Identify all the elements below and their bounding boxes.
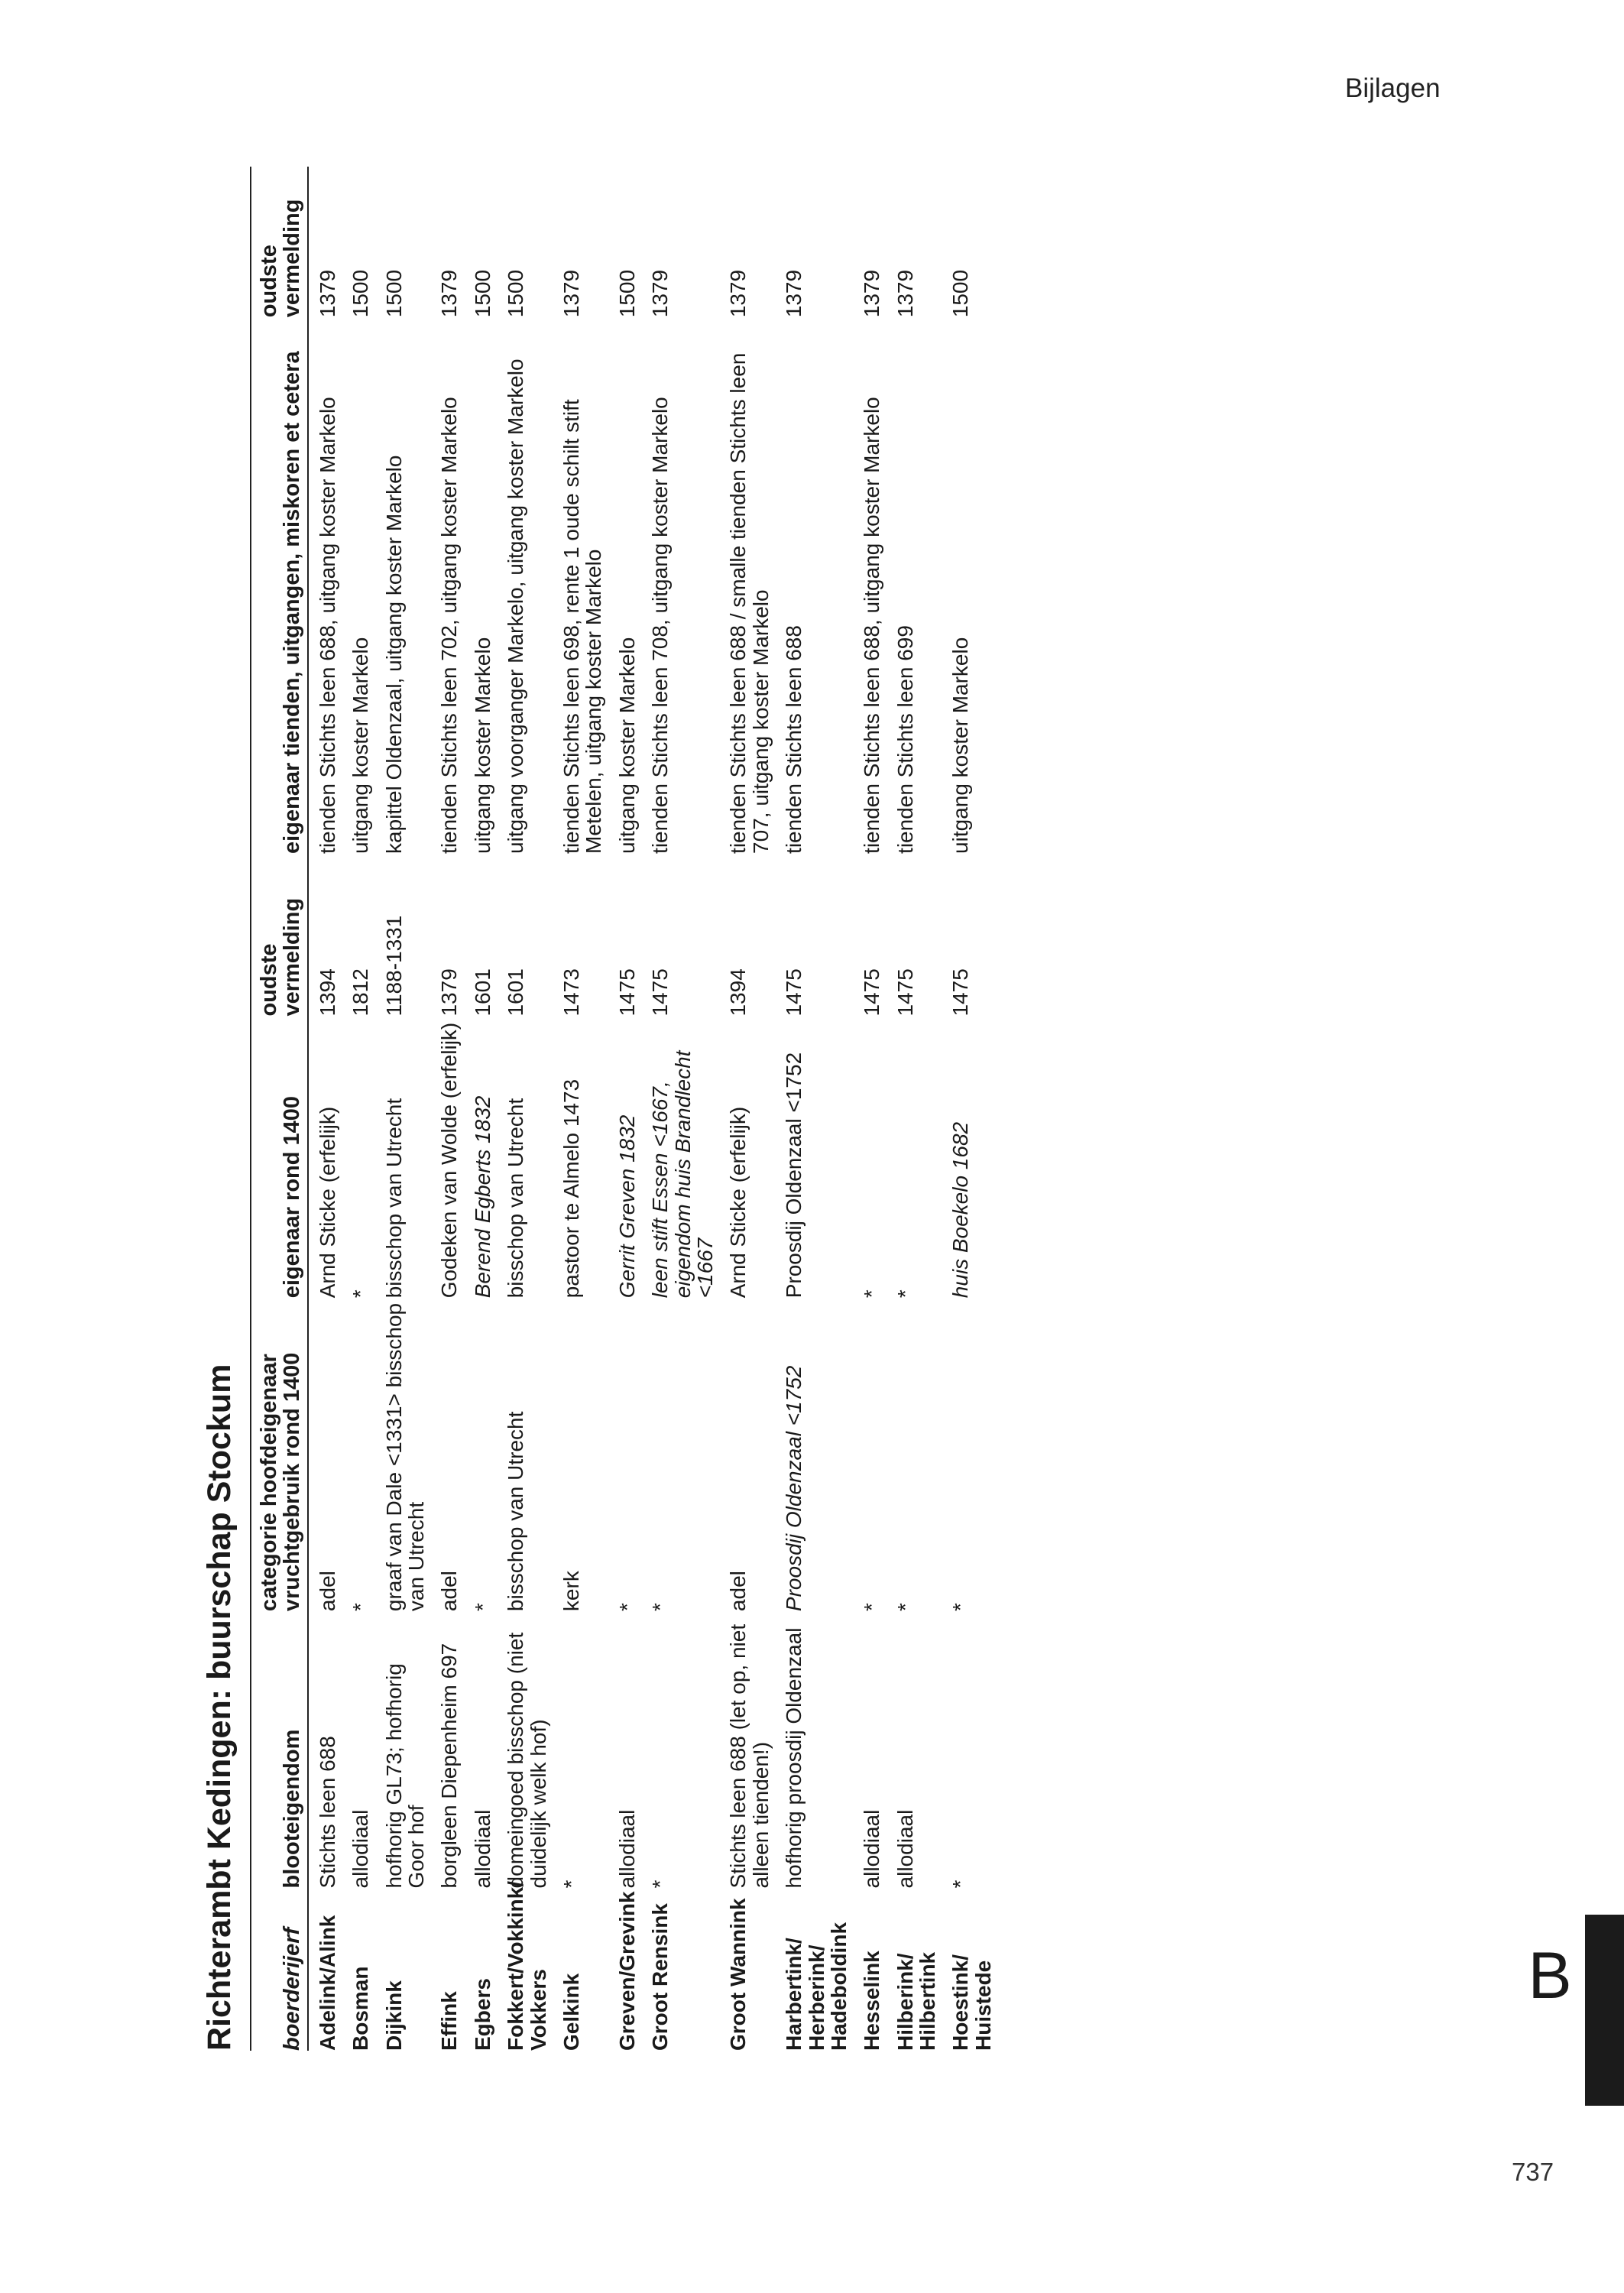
- farm-name-cell: Hesselink: [860, 1951, 884, 2051]
- farm-name-cell: Hilberink/ Hilbertink: [893, 1951, 940, 2051]
- owner-1400-cell: huis Boekelo 1682: [948, 1121, 973, 1299]
- category-cell: *: [614, 1603, 639, 1612]
- bare-ownership-cell: allodiaal: [893, 1809, 917, 1889]
- category-cell: *: [348, 1603, 373, 1612]
- owner-1400-cell: *: [860, 1289, 884, 1299]
- owner-1400-cell: Proosdij Oldenzaal <1752: [782, 1052, 806, 1299]
- category-cell: bisschop van Utrecht: [504, 1411, 528, 1612]
- first-mention-2-cell: 1500: [614, 269, 639, 318]
- bare-ownership-cell: domeingoed bisschop (niet duidelijk welk hof): [504, 1632, 550, 1889]
- table-row: [775, 167, 853, 2051]
- farm-name-cell: Fokkert/Vokkink/ Vokkers: [504, 1880, 550, 2051]
- tithe-owner-cell: tienden Stichts leen 698, rente 1 oude schilt stift Metelen, uitgang koster Markelo: [559, 399, 606, 854]
- first-mention-cell: 1475: [948, 968, 973, 1017]
- category-cell: adel: [726, 1571, 750, 1612]
- owner-1400-cell: *: [348, 1289, 373, 1299]
- header-category: categorie hoofdeigenaar vruchtgebruik rond 1400: [257, 1352, 305, 1612]
- category-cell: *: [948, 1603, 973, 1612]
- first-mention-2-cell: 1379: [726, 269, 750, 318]
- farm-name-cell: Greven/Grevink: [614, 1891, 639, 2051]
- table-row: [853, 167, 886, 2051]
- tithe-owner-cell: uitgang koster Markelo: [948, 637, 973, 854]
- category-cell: adel: [315, 1571, 339, 1612]
- bare-ownership-cell: hofhorig proosdij Oldenzaal: [782, 1627, 806, 1889]
- tithe-owner-cell: tienden Stichts leen 699: [893, 625, 917, 854]
- first-mention-cell: 1475: [614, 968, 639, 1017]
- first-mention-cell: 1601: [504, 968, 528, 1017]
- category-cell: graaf van Dale <1331> bisschop van Utrecht: [381, 1302, 429, 1612]
- first-mention-cell: 1812: [348, 968, 373, 1017]
- table-row: [942, 167, 997, 2051]
- farm-name-cell: Harbertink/ Herberink/ Hadeboldink: [782, 1922, 851, 2051]
- tithe-owner-cell: tienden Stichts leen 688: [782, 625, 806, 854]
- first-mention-2-cell: 1500: [504, 269, 528, 318]
- table-row: [641, 167, 719, 2051]
- first-mention-2-cell: 1500: [348, 269, 373, 318]
- category-cell: *: [860, 1603, 884, 1612]
- tithe-owner-cell: tienden Stichts leen 688, uitgang koster Markelo: [315, 397, 339, 854]
- bare-ownership-cell: Stichts leen 688 (let op, niet alleen tienden!): [726, 1623, 773, 1889]
- table-title: Richterambt Kedingen: buurschap Stockum: [201, 1364, 238, 2051]
- farm-name-cell: Adelink/Alink: [315, 1915, 339, 2051]
- first-mention-2-cell: 1500: [381, 269, 406, 318]
- table-header-row: [253, 167, 308, 2051]
- first-mention-cell: 1475: [893, 968, 917, 1017]
- owner-1400-cell: bisschop van Utrecht: [504, 1098, 528, 1299]
- tithe-owner-cell: kapittel Oldenzaal, uitgang koster Markelo: [381, 455, 406, 854]
- owner-1400-cell: pastoor te Almelo 1473: [559, 1078, 583, 1299]
- first-mention-cell: 1601: [470, 968, 494, 1017]
- farm-name-cell: Dijkink: [381, 1980, 406, 2051]
- tithe-owner-cell: uitgang koster Markelo: [348, 637, 373, 854]
- owner-1400-cell: bisschop van Utrecht: [381, 1098, 406, 1299]
- first-mention-2-cell: 1379: [315, 269, 339, 318]
- section-label: Bijlagen: [1345, 73, 1441, 103]
- bare-ownership-cell: Stichts leen 688: [315, 1736, 339, 1889]
- bare-ownership-cell: allodiaal: [470, 1809, 494, 1889]
- first-mention-2-cell: 1379: [893, 269, 917, 318]
- farm-name-cell: Egbers: [470, 1978, 494, 2051]
- header-first-mention: oudste vermelding: [257, 897, 305, 1017]
- first-mention-2-cell: 1379: [648, 269, 673, 318]
- first-mention-2-cell: 1379: [860, 269, 884, 318]
- tithe-owner-cell: uitgang koster Markelo: [470, 637, 494, 854]
- category-cell: Proosdij Oldenzaal <1752: [782, 1365, 806, 1612]
- tithe-owner-cell: uitgang koster Markelo: [614, 637, 639, 854]
- farm-name-cell: Bosman: [348, 1966, 373, 2051]
- chapter-tab: [1585, 1915, 1624, 2106]
- table-row: [497, 167, 553, 2051]
- owner-1400-cell: Berend Egberts 1832: [470, 1095, 494, 1299]
- bare-ownership-cell: *: [559, 1879, 583, 1889]
- first-mention-2-cell: 1500: [470, 269, 494, 318]
- first-mention-2-cell: 1379: [559, 269, 583, 318]
- owner-1400-cell: Arnd Sticke (erfelijk): [315, 1106, 339, 1299]
- bare-ownership-cell: allodiaal: [348, 1809, 373, 1889]
- farm-name-cell: Hoestink/ Huistede: [948, 1954, 995, 2051]
- tithe-owner-cell: tienden Stichts leen 688 / smalle tienden Stichts leen 707, uitgang koster Markelo: [726, 352, 773, 854]
- first-mention-cell: 1394: [726, 968, 750, 1017]
- page-number: 737: [1512, 2158, 1554, 2186]
- bare-ownership-cell: borgleen Diepenheim 697: [437, 1643, 462, 1889]
- header-tithe-owner: eigenaar tienden, uitgangen, miskoren et cetera: [280, 351, 305, 854]
- bare-ownership-cell: allodiaal: [614, 1809, 639, 1889]
- farm-name-cell: Groot Rensink: [648, 1903, 673, 2051]
- table-row: [342, 167, 374, 2051]
- table-row: [308, 167, 342, 2051]
- first-mention-cell: 1379: [437, 968, 462, 1017]
- bare-ownership-cell: *: [648, 1879, 673, 1889]
- bare-ownership-cell: allodiaal: [860, 1809, 884, 1889]
- tithe-owner-cell: tienden Stichts leen 708, uitgang koster Markelo: [648, 397, 673, 854]
- first-mention-cell: 1475: [860, 968, 884, 1017]
- title-rule: [250, 167, 251, 2051]
- first-mention-cell: 1188-1331: [381, 915, 406, 1017]
- farm-name-cell: Gelkink: [559, 1973, 583, 2051]
- table-row: [608, 167, 641, 2051]
- owner-1400-cell: leen stift Essen <1667, eigendom huis Brandlecht <1667: [648, 1050, 717, 1299]
- rotated-table-block: [201, 167, 1420, 2051]
- first-mention-cell: 1394: [315, 968, 339, 1017]
- table-row: [375, 167, 431, 2051]
- bare-ownership-cell: hofhorig GL73; hofhorig Goor hof: [381, 1663, 429, 1889]
- category-cell: *: [470, 1603, 494, 1612]
- table-row: [553, 167, 608, 2051]
- table-row: [430, 167, 463, 2051]
- farm-table: [253, 167, 997, 2051]
- header-owner-1400: eigenaar rond 1400: [280, 1095, 305, 1299]
- chapter-letter: B: [1528, 1939, 1572, 2012]
- category-cell: kerk: [559, 1571, 583, 1612]
- owner-1400-cell: Godeken van Wolde (erfelijk): [437, 1022, 462, 1299]
- first-mention-2-cell: 1379: [437, 269, 462, 318]
- tithe-owner-cell: tienden Stichts leen 688, uitgang koster Markelo: [860, 397, 884, 854]
- first-mention-cell: 1475: [648, 968, 673, 1017]
- category-cell: *: [893, 1603, 917, 1612]
- owner-1400-cell: Arnd Sticke (erfelijk): [726, 1106, 750, 1299]
- header-farm: boerderijerf: [280, 1927, 305, 2051]
- first-mention-cell: 1473: [559, 968, 583, 1017]
- farm-name-cell: Effink: [437, 1991, 462, 2051]
- tithe-owner-cell: tienden Stichts leen 702, uitgang koster Markelo: [437, 397, 462, 854]
- header-first-mention-2: oudste vermelding: [257, 199, 305, 318]
- table-row: [719, 167, 775, 2051]
- owner-1400-cell: Gerrit Greven 1832: [614, 1114, 639, 1299]
- header-bare-ownership: blooteigendom: [280, 1729, 305, 1889]
- farm-name-cell: Groot Wannink: [726, 1898, 750, 2051]
- tithe-owner-cell: uitgang voorganger Markelo, uitgang koster Markelo: [504, 358, 528, 854]
- first-mention-cell: 1475: [782, 968, 806, 1017]
- owner-1400-cell: *: [893, 1289, 917, 1299]
- first-mention-2-cell: 1379: [782, 269, 806, 318]
- first-mention-2-cell: 1500: [948, 269, 973, 318]
- table-row: [464, 167, 497, 2051]
- category-cell: adel: [437, 1571, 462, 1612]
- category-cell: *: [648, 1603, 673, 1612]
- table-row: [887, 167, 942, 2051]
- bare-ownership-cell: *: [948, 1879, 973, 1889]
